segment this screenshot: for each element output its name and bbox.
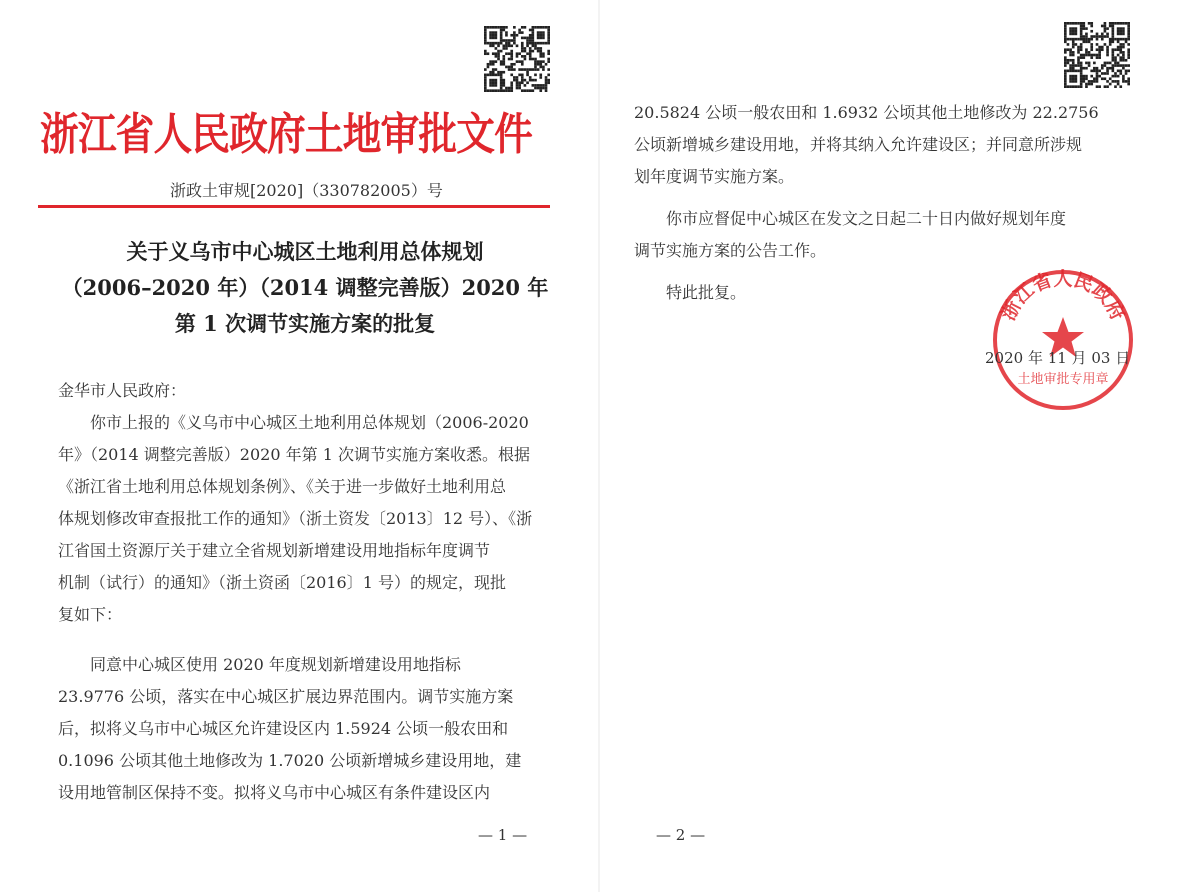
body-line: 后，拟将义乌市中心城区允许建设区内 1.5924 公顷一般农田和 [58,719,509,738]
svg-text:浙江省人民政府 [996,268,1129,324]
qr-code-icon [1064,22,1130,88]
body-line: 《浙江省土地利用总体规划条例》、《关于进一步做好土地利用总 [58,477,507,496]
seal-text: 浙江省人民政府 [997,267,1129,324]
document-page-1 [0,0,598,892]
page-number: — 2 — [656,826,706,844]
body-line: 同意中心城区使用 2020 年度规划新增建设用地指标 [90,655,461,674]
document-title-line-3: 第 1 次调节实施方案的批复 [174,311,436,336]
body-line: 复如下： [58,605,123,624]
body-line: 年》（2014 调整完善版）2020 年第 1 次调节实施方案收悉。根据 [58,445,530,464]
body-line: 23.9776 公顷，落实在中心城区扩展边界范围内。调节实施方案 [58,687,514,706]
body-line: 你市上报的《义乌市中心城区土地利用总体规划（2006-2020 [90,413,529,432]
addressee: 金华市人民政府： [58,381,187,400]
body-line: 机制（试行）的通知》（浙土资函〔2016〕1 号）的规定，现批 [58,573,506,592]
body-line: 20.5824 公顷一般农田和 1.6932 公顷其他土地修改为 22.2756 [634,103,1099,122]
body-line: 江省国土资源厅关于建立全省规划新增建设用地指标年度调节 [58,541,491,560]
body-line: 你市应督促中心城区在发文之日起二十日内做好规划年度 [666,209,1067,228]
body-line: 调节实施方案的公告工作。 [634,241,827,260]
red-header-rule [38,205,550,208]
seal-subtext: 土地审批专用章 [1017,372,1109,387]
body-line: 划年度调节实施方案。 [634,167,795,186]
issue-date: 2020 年 11 月 03 日 [985,349,1131,367]
closing-line: 特此批复。 [666,283,747,302]
agency-title: 浙江省人民政府土地审批文件 [40,109,532,160]
official-seal-icon [988,265,1138,415]
body-line: 设用地管制区保持不变。拟将义乌市中心城区有条件建设区内 [58,783,491,802]
body-line: 体规划修改审查报批工作的通知》（浙土资发〔2013〕12 号）、《浙 [58,509,533,528]
page-number: — 1 — [478,826,528,844]
document-title-line-1: 关于义乌市中心城区土地利用总体规划 [126,239,484,264]
body-line: 0.1096 公顷其他土地修改为 1.7020 公顷新增城乡建设用地，建 [58,751,522,770]
body-line: 公顷新增城乡建设用地，并将其纳入允许建设区；并同意所涉规 [634,135,1083,154]
document-number: 浙政土审规[2020]（330782005）号 [170,181,443,200]
document-title-line-2: （2006–2020 年）（2014 调整完善版）2020 年 [61,275,549,300]
qr-code-icon [484,26,550,92]
document-page-2 [600,0,1200,892]
